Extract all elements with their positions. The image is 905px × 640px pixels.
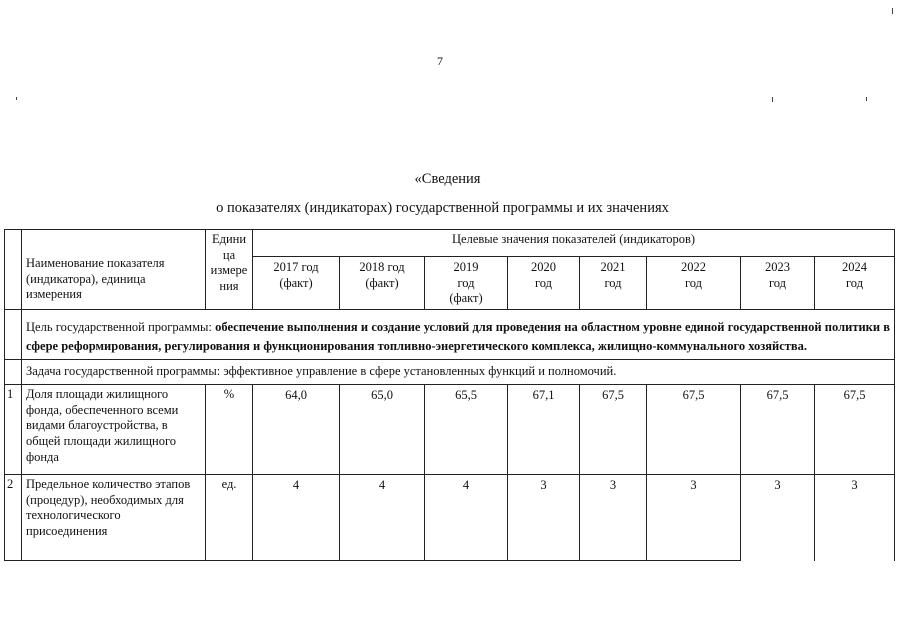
header-year-line: год xyxy=(768,275,787,290)
header-year-line: год xyxy=(845,275,864,290)
value-2024: 3 xyxy=(815,475,895,561)
header-indicator-name: Наименование показателя (индикатора), единица измерения xyxy=(22,230,206,310)
indicator-name: Доля площади жилищного фонда, обеспеченного всеми видами благоустройства, в общей площади жилищного фонда xyxy=(22,385,206,475)
value-2019: 65,5 xyxy=(425,385,508,475)
table-row xyxy=(5,475,895,561)
header-year-line: 2018 год xyxy=(359,260,405,274)
header-year-2017 xyxy=(253,257,340,310)
header-year-line: год xyxy=(684,275,703,290)
header-year-line: 2021 xyxy=(600,260,626,274)
row-number: 2 xyxy=(5,475,22,561)
header-year-line: (факт) xyxy=(449,291,483,306)
value-2018: 4 xyxy=(340,475,425,561)
row-number: 1 xyxy=(5,385,22,475)
indicators-table xyxy=(4,229,895,561)
document-title-line-1: «Сведения xyxy=(414,171,481,187)
header-year-2021 xyxy=(580,257,647,310)
value-2021: 3 xyxy=(580,475,647,561)
document-title-line-2: о показателях (индикаторах) государственной программы и их значениях xyxy=(216,200,669,216)
value-2017: 64,0 xyxy=(253,385,340,475)
header-year-2020 xyxy=(508,257,580,310)
header-year-2018 xyxy=(340,257,425,310)
header-year-2022 xyxy=(647,257,741,310)
header-year-line: 2017 год xyxy=(273,260,319,274)
goal-row xyxy=(5,309,895,360)
program-goal-text: обеспечение выполнения и создание условий для проведения на областном уровне единой государственной политики в сфере реформирования, регулирования и функционирования топливно-энергетического комплекса, жилищно-коммунального хозяйства. xyxy=(26,319,891,353)
header-year-line: 2023 xyxy=(765,260,790,274)
header-year-line: 2019 xyxy=(453,260,479,274)
indicator-unit: % xyxy=(206,385,253,475)
task-num-cell xyxy=(5,360,22,385)
header-year-line: 2024 xyxy=(842,260,868,274)
value-2020: 3 xyxy=(508,475,580,561)
value-2021: 67,5 xyxy=(580,385,647,475)
scan-speck xyxy=(892,8,893,14)
header-year-2024 xyxy=(815,257,895,310)
page-number: 7 xyxy=(437,54,443,68)
value-2018: 65,0 xyxy=(340,385,425,475)
program-goal xyxy=(22,309,895,360)
value-2020: 67,1 xyxy=(508,385,580,475)
scan-speck xyxy=(866,97,867,101)
header-year-2023 xyxy=(741,257,815,310)
value-2023: 3 xyxy=(741,475,815,561)
task-row xyxy=(5,360,895,385)
value-2022: 67,5 xyxy=(647,385,741,475)
program-task: Задача государственной программы: эффективное управление в сфере установленных функций и полномочий. xyxy=(22,360,895,385)
indicator-name: Предельное количество этапов (процедур), необходимых для технологического присоединения xyxy=(22,475,206,561)
value-2022: 3 xyxy=(647,475,741,561)
header-year-line: (факт) xyxy=(365,275,399,290)
program-goal-label: Цель государственной программы: xyxy=(26,319,216,334)
indicator-unit: ед. xyxy=(206,475,253,561)
header-year-line: год xyxy=(604,275,622,290)
header-year-2019 xyxy=(425,257,508,310)
header-year-line: год xyxy=(457,275,475,290)
header-year-line: (факт) xyxy=(279,275,313,290)
header-target-values: Целевые значения показателей (индикаторов) xyxy=(253,230,895,257)
table-row xyxy=(5,385,895,475)
value-2023: 67,5 xyxy=(741,385,815,475)
header-year-line: 2022 xyxy=(681,260,706,274)
header-year-line: год xyxy=(534,275,553,290)
value-2017: 4 xyxy=(253,475,340,561)
scan-speck xyxy=(772,97,773,102)
header-unit: Едини ца измере ния xyxy=(206,230,253,310)
goal-num-cell xyxy=(5,309,22,360)
value-2024: 67,5 xyxy=(815,385,895,475)
header-year-line: 2020 xyxy=(531,260,556,274)
scan-speck xyxy=(16,97,17,100)
table-header-row-1 xyxy=(5,230,895,257)
header-num-cell xyxy=(5,230,22,310)
value-2019: 4 xyxy=(425,475,508,561)
